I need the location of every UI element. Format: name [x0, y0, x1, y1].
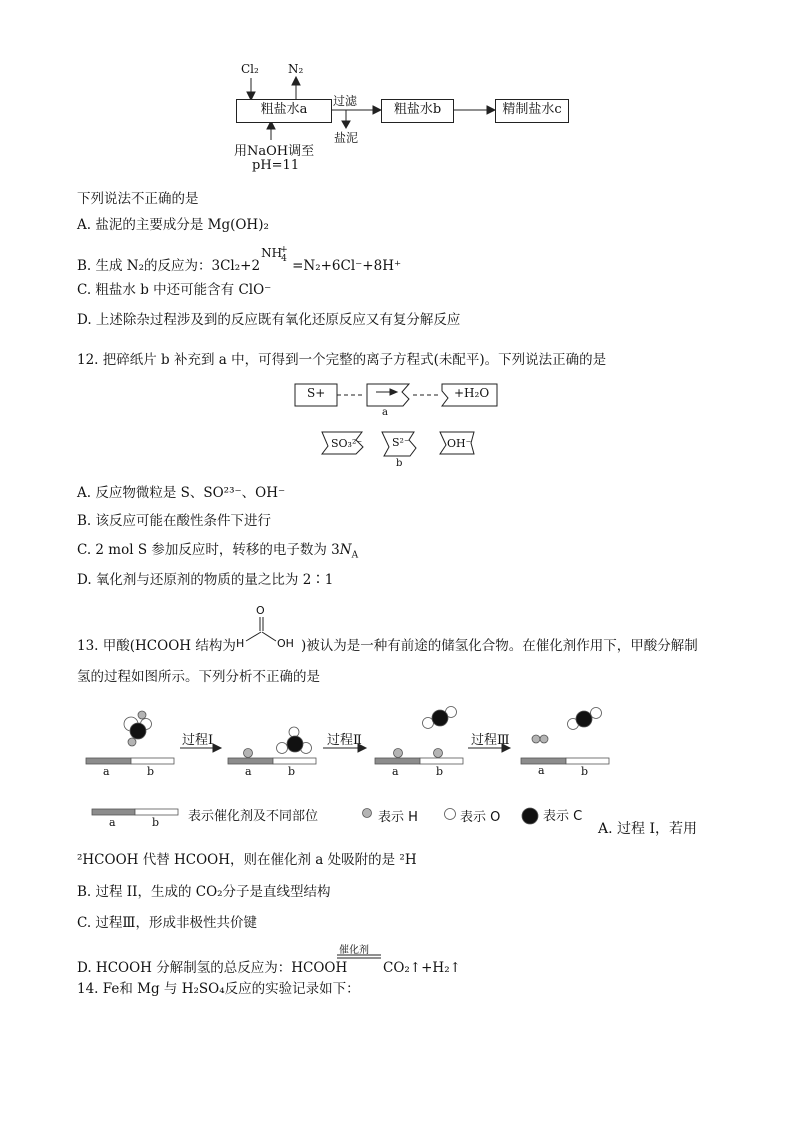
crude-brine-a-box: 粗盐水a: [236, 99, 332, 123]
filter-label: 过滤: [333, 94, 358, 108]
q13-option-a-part1: A. 过程 I，若用: [598, 821, 697, 837]
q13-stem-pre: 13. 甲酸(HCOOH 结构为: [77, 638, 236, 654]
q11-option-b-post: =N₂+6Cl⁻+8H⁺: [292, 258, 402, 274]
avogadro-symbol: N: [339, 542, 352, 558]
process-2-label: 过程Ⅱ: [327, 733, 362, 748]
q11-option-b-pre: B. 生成 N₂的反应为：3Cl₂+2: [77, 258, 261, 274]
stage4-a-label: a: [538, 764, 545, 777]
q13-option-a-part2: ²HCOOH 代替 HCOOH，则在催化剂 a 处吸附的是 ²H: [77, 852, 417, 868]
naoh-note-line2: pH=11: [252, 158, 300, 173]
stage3-b-label: b: [436, 765, 444, 778]
ammonium-ion-symbol: NH: [261, 246, 283, 260]
legend-c: 表示 C: [543, 809, 583, 824]
stage2-b-label: b: [288, 765, 296, 778]
q12-option-c: [77, 541, 358, 565]
q13-stem-line2: 氢的过程如图所示。下列分析不正确的是: [77, 669, 320, 685]
mud-label: 盐泥: [334, 131, 359, 145]
piece-b-label: b: [396, 458, 403, 469]
hydroxide-piece: OH⁻: [447, 437, 472, 450]
water-piece: +H₂O: [454, 386, 490, 400]
q11-option-b: [77, 245, 402, 275]
q12-option-d: D. 氧化剂与还原剂的物质的量之比为 2∶1: [77, 572, 334, 588]
q13-stem-post: )被认为是一种有前途的储氢化合物。在催化剂作用下，甲酸分解制: [301, 638, 698, 654]
cl2-label: Cl₂: [241, 62, 259, 76]
naoh-note-line1: 用NaOH调至: [234, 144, 315, 159]
stage1-a-label: a: [103, 765, 110, 778]
ammonium-ion: [260, 245, 292, 270]
q13-option-d-post: CO₂↑+H₂↑: [383, 960, 461, 976]
equals-bar: [337, 954, 383, 960]
ammonium-ion-charge: +: [280, 245, 288, 255]
q11-stem: 下列说法不正确的是: [77, 191, 199, 207]
q13-option-d-pre: D. HCOOH 分解制氢的总反应为：HCOOH: [77, 960, 348, 976]
sulfite-piece: SO₃²⁻: [331, 437, 363, 450]
structure-o: O: [256, 604, 265, 617]
q11-option-a: A. 盐泥的主要成分是 Mg(OH)₂: [77, 217, 269, 233]
q13-option-c: C. 过程Ⅲ，形成非极性共价键: [77, 915, 257, 931]
structure-h: H: [236, 637, 245, 650]
q12-stem: 12. 把碎纸片 b 补充到 a 中，可得到一个完整的离子方程式(未配平)。下列说法正确的是: [77, 352, 607, 368]
q14-stem: 14. Fe和 Mg 与 H₂SO₄反应的实验记录如下：: [77, 981, 360, 997]
process-3-label: 过程Ⅲ: [471, 733, 510, 748]
s-plus-piece: S+: [307, 386, 326, 400]
q11-option-c: C. 粗盐水 b 中还可能含有 ClO⁻: [77, 282, 272, 298]
stage2-a-label: a: [245, 765, 252, 778]
legend-catalyst: 表示催化剂及不同部位: [188, 809, 319, 824]
legend-b-label: b: [152, 816, 160, 829]
sulfide-piece: S²⁻: [392, 436, 410, 449]
q11-option-d: D. 上述除杂过程涉及到的反应既有氧化还原反应又有复分解反应: [77, 312, 461, 328]
n2-label: N₂: [288, 62, 304, 76]
catalyst-condition: 催化剂: [339, 945, 369, 956]
avogadro-sub: A: [351, 550, 359, 561]
q12-option-b: B. 该反应可能在酸性条件下进行: [77, 513, 272, 529]
flow-arrows: [0, 0, 794, 190]
stage4-b-label: b: [581, 765, 589, 778]
q12-option-c-pre: C. 2 mol S 参加反应时，转移的电子数为 3: [77, 542, 340, 558]
legend-h: 表示 H: [378, 810, 418, 825]
q12-option-a: A. 反应物微粒是 S、SO²³⁻、OH⁻: [77, 485, 286, 501]
q13-option-b: B. 过程 II，生成的 CO₂分子是直线型结构: [77, 884, 331, 900]
stage1-b-label: b: [147, 765, 155, 778]
piece-a-label: a: [382, 407, 388, 418]
legend-o: 表示 O: [460, 810, 501, 825]
structure-oh: OH: [277, 637, 294, 650]
crude-brine-b-box: 粗盐水b: [381, 99, 454, 123]
legend-a-label: a: [109, 816, 116, 829]
stage3-a-label: a: [392, 765, 399, 778]
ammonium-ion-sub: 4: [281, 254, 287, 264]
refined-brine-c-box: 精制盐水c: [495, 99, 569, 123]
process-1-label: 过程Ⅰ: [182, 733, 214, 748]
